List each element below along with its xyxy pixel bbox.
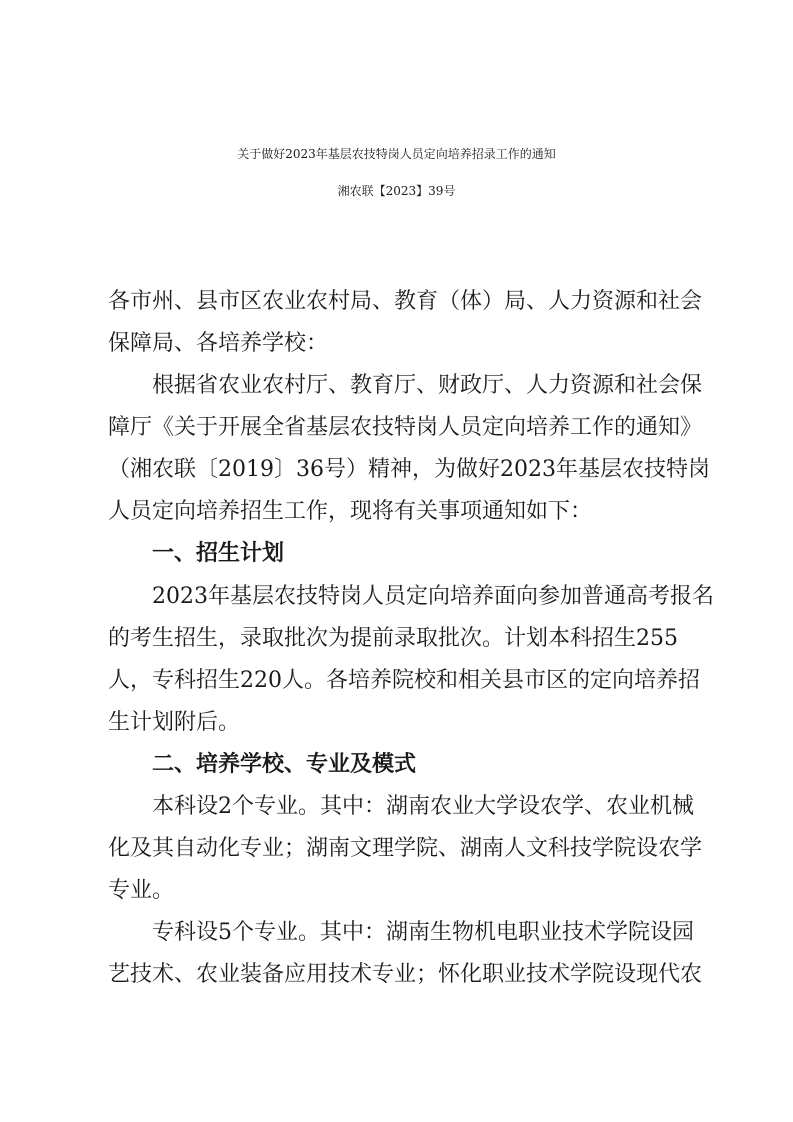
section-heading-2: 二、培养学校、专业及模式 (152, 752, 417, 777)
document-title: 关于做好2023年基层农技特岗人员定向培养招录工作的通知 (237, 147, 556, 161)
paragraph-line: 本科设2个专业。其中：湖南农业大学设农学、农业机械 (152, 794, 694, 819)
paragraph-line: 艺技术、农业装备应用技术专业；怀化职业技术学院设现代农 (108, 962, 703, 987)
paragraph-line: 障厅《关于开展全省基层农技特岗人员定向培养工作的通知》 (108, 415, 703, 440)
paragraph-line: 2023年基层农技特岗人员定向培养面向参加普通高考报名 (152, 584, 714, 609)
paragraph-line: 的考生招生，录取批次为提前录取批次。计划本科招生255 (108, 626, 678, 651)
addressee-line-1: 各市州、县市区农业农村局、教育（体）局、人力资源和社会 (108, 289, 703, 314)
paragraph-line: 根据省农业农村厅、教育厅、财政厅、人力资源和社会保 (152, 373, 703, 398)
paragraph-line: （湘农联〔2019〕36号）精神，为做好2023年基层农技特岗 (108, 457, 710, 482)
paragraph-line: 人员定向培养招生工作，现将有关事项通知如下： (108, 499, 593, 524)
paragraph-line: 专业。 (108, 878, 175, 903)
document-number: 湘农联【2023】39号 (337, 184, 456, 198)
paragraph-line: 化及其自动化专业；湖南文理学院、湖南人文科技学院设农学 (108, 836, 703, 861)
paragraph-line: 人，专科招生220人。各培养院校和相关县市区的定向培养招 (108, 668, 700, 693)
paragraph-line: 专科设5个专业。其中：湖南生物机电职业技术学院设园 (152, 920, 694, 945)
addressee-line-2: 保障局、各培养学校： (108, 331, 329, 356)
section-heading-1: 一、招生计划 (152, 541, 285, 566)
paragraph-line: 生计划附后。 (108, 710, 241, 735)
